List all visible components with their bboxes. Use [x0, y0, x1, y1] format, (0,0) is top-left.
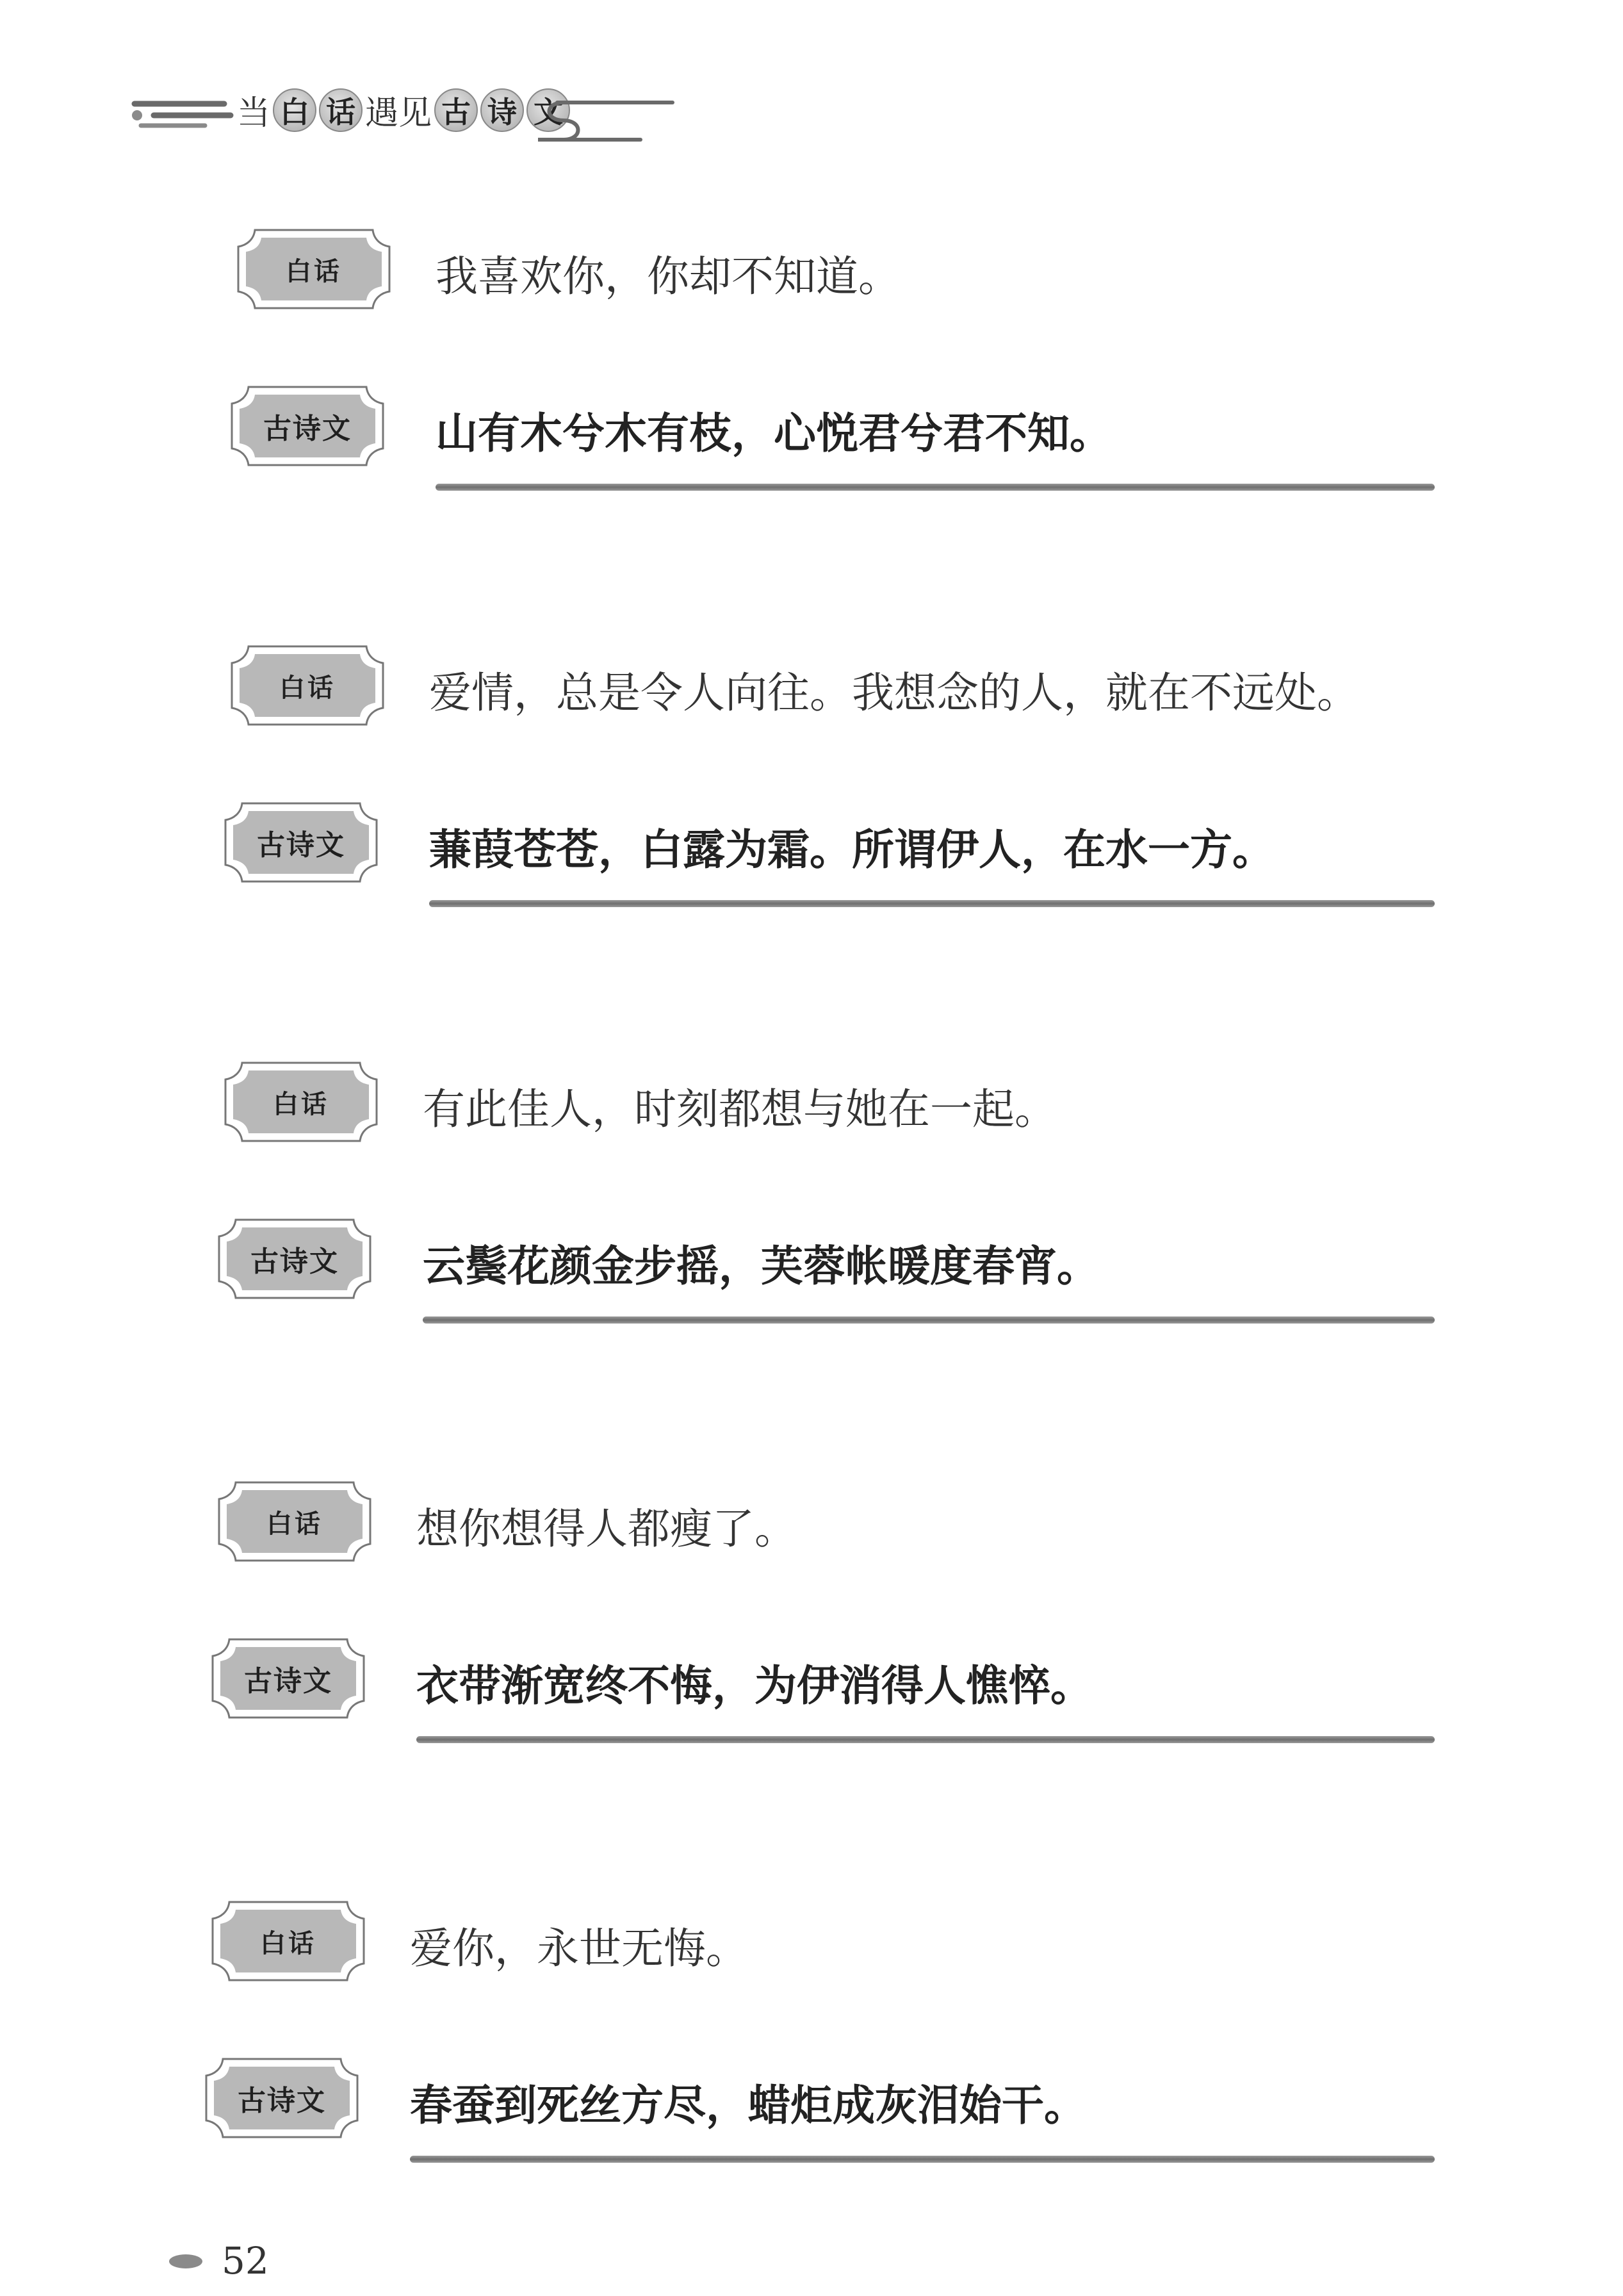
page-number: 52: [222, 2239, 269, 2283]
baihua-badge: [231, 221, 397, 317]
gushiwen-label: 古诗文: [250, 1245, 339, 1278]
divider-rule: [410, 2156, 1435, 2163]
header-title-bubble: 文: [526, 88, 570, 132]
baihua-label: 白话: [286, 256, 342, 286]
gushiwen-text: 山有木兮木有枝，心悦君兮君不知。: [436, 409, 1112, 458]
baihua-text: 想你想得人都瘦了。: [416, 1504, 797, 1554]
baihua-label: 白话: [273, 1089, 329, 1119]
baihua-badge: [224, 637, 391, 734]
header-title-char: 当: [237, 94, 271, 133]
swirl-ornament-icon: [538, 95, 679, 152]
gushiwen-label: 古诗文: [244, 1665, 332, 1698]
header-title-bubble: 古: [434, 88, 478, 132]
gushiwen-label: 古诗文: [263, 413, 352, 445]
gushiwen-text: 春蚕到死丝方尽，蜡炬成灰泪始干。: [410, 2081, 1086, 2130]
header-title-bubble: 白: [273, 88, 316, 132]
divider-rule: [423, 1316, 1435, 1324]
baihua-label: 白话: [260, 1928, 316, 1958]
header-title: [236, 86, 571, 134]
divider-rule: [436, 484, 1435, 491]
baihua-text: 有此佳人，时刻都想与她在一起。: [423, 1085, 1057, 1134]
translation-pair: [211, 634, 1428, 942]
running-header: [128, 77, 679, 154]
divider-rule: [416, 1736, 1435, 1743]
baihua-label: 白话: [279, 673, 336, 703]
header-title-char: 遇见: [365, 94, 432, 133]
gushiwen-label: 古诗文: [257, 829, 345, 862]
gushiwen-label: 古诗文: [238, 2085, 326, 2117]
translation-pair: [205, 1051, 1422, 1358]
gushiwen-badge: [224, 378, 391, 474]
gushiwen-text: 云鬓花颜金步摇，芙蓉帐暖度春宵。: [423, 1242, 1099, 1291]
header-title-bubble: 诗: [480, 88, 524, 132]
gushiwen-text: 衣带渐宽终不悔，为伊消得人憔悴。: [416, 1661, 1093, 1710]
gushiwen-badge: [211, 1211, 378, 1307]
leaf-ornament-icon: [168, 2251, 204, 2270]
translation-pair: [192, 1890, 1409, 2197]
baihua-text: 我喜欢你，你却不知道。: [436, 252, 901, 301]
gushiwen-text: 蒹葭苍苍，白露为霜。所谓伊人，在水一方。: [429, 825, 1275, 874]
page-footer: [168, 2239, 269, 2283]
divider-rule: [429, 900, 1435, 907]
baihua-text: 爱情，总是令人向往。我想念的人，就在不远处。: [429, 668, 1359, 718]
baihua-text: 爱你，永世无悔。: [410, 1924, 748, 1973]
gushiwen-badge: [218, 794, 384, 890]
gushiwen-badge: [205, 1630, 371, 1726]
baihua-badge: [205, 1893, 371, 1989]
header-title-bubble: 话: [319, 88, 363, 132]
translation-pair: [218, 218, 1435, 525]
baihua-label: 白话: [266, 1509, 323, 1539]
baihua-badge: [211, 1473, 378, 1570]
gushiwen-badge: [199, 2050, 365, 2146]
translation-pair: [199, 1470, 1415, 1778]
cloud-ornament-icon: [128, 90, 237, 135]
baihua-badge: [218, 1054, 384, 1150]
